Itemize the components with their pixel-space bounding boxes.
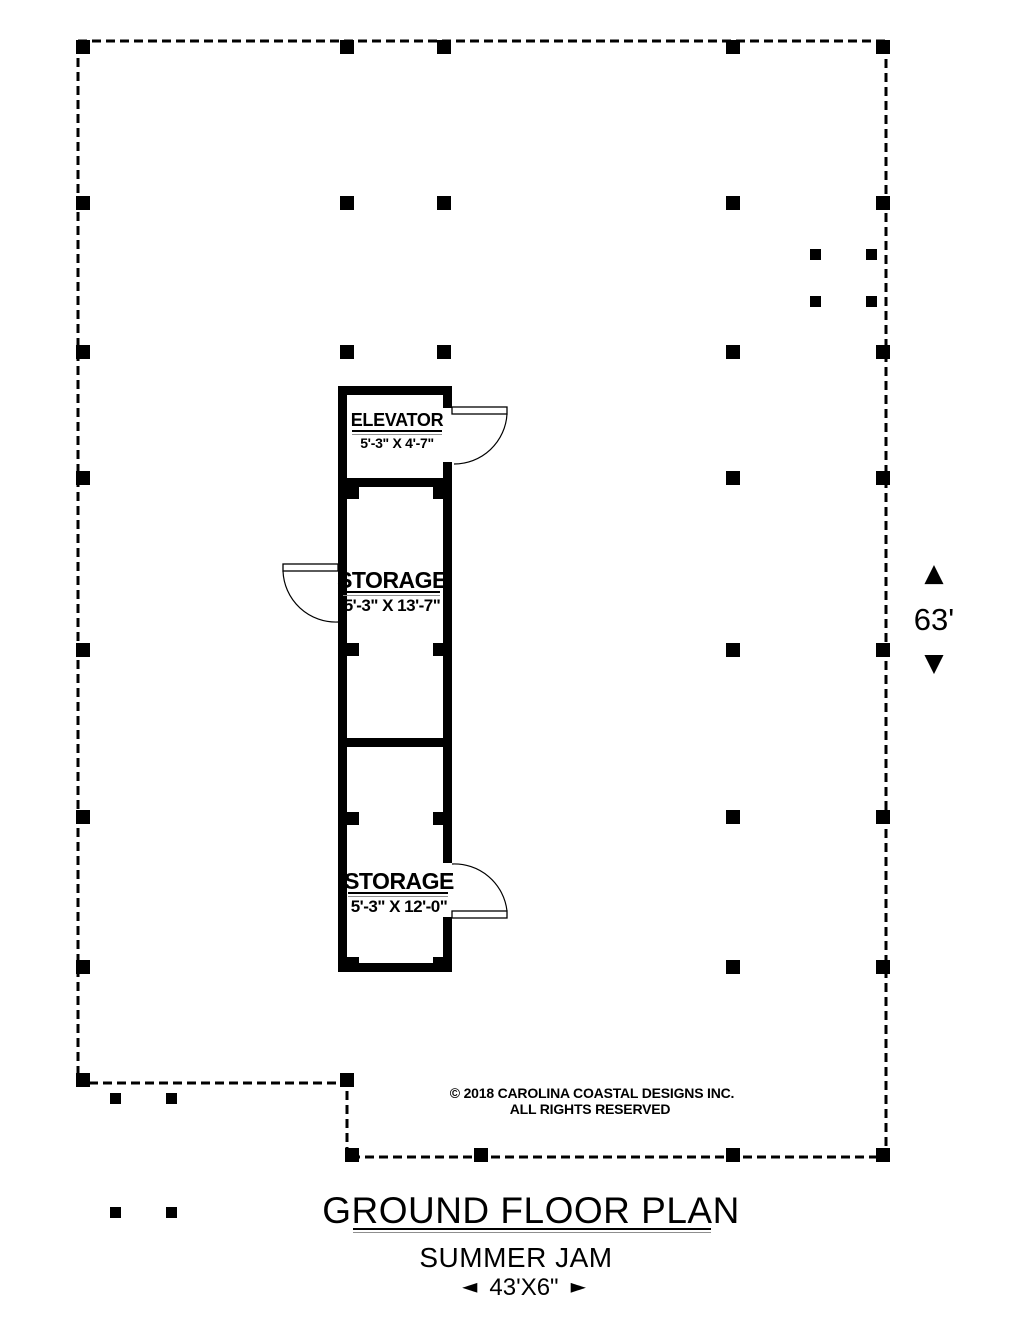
plan-title: GROUND FLOOR PLAN — [322, 1190, 740, 1231]
project-name: SUMMER JAM — [419, 1242, 613, 1273]
room-label-storage-2: STORAGE — [344, 868, 454, 894]
elevator-door-swing — [452, 407, 507, 464]
room-dims-storage-2: 5'-3" X 12'-0" — [350, 897, 448, 916]
small-post-grid — [110, 249, 877, 1218]
copyright-line1: © 2018 CAROLINA COASTAL DESIGNS INC. — [449, 1085, 735, 1101]
plan-size-value: 43'X6" — [489, 1274, 559, 1301]
dimension-63ft-value: 63' — [913, 602, 955, 637]
plan-size-line — [462, 1276, 586, 1300]
room-label-storage-1: STORAGE — [337, 567, 447, 593]
dimension-down-arrow-icon: ▼ — [924, 648, 944, 677]
room-dims-elevator: 5'-3" X 4'-7" — [360, 435, 434, 451]
copyright-line2: ALL RIGHTS RESERVED — [509, 1101, 671, 1117]
post-grid — [76, 40, 890, 1162]
deck-boundary-outline — [78, 41, 886, 1157]
room-label-elevator: ELEVATOR — [350, 410, 444, 430]
dimension-up-arrow-icon: ▲ — [924, 558, 944, 587]
plan-title-rule — [353, 1228, 711, 1233]
room-dims-storage-1: 5'-3" X 13'-7" — [343, 596, 441, 615]
storage1-door-swing — [283, 564, 338, 622]
storage2-door-swing — [452, 864, 507, 918]
size-right-arrow-icon: ► — [570, 1274, 586, 1298]
size-left-arrow-icon: ◄ — [462, 1274, 478, 1298]
